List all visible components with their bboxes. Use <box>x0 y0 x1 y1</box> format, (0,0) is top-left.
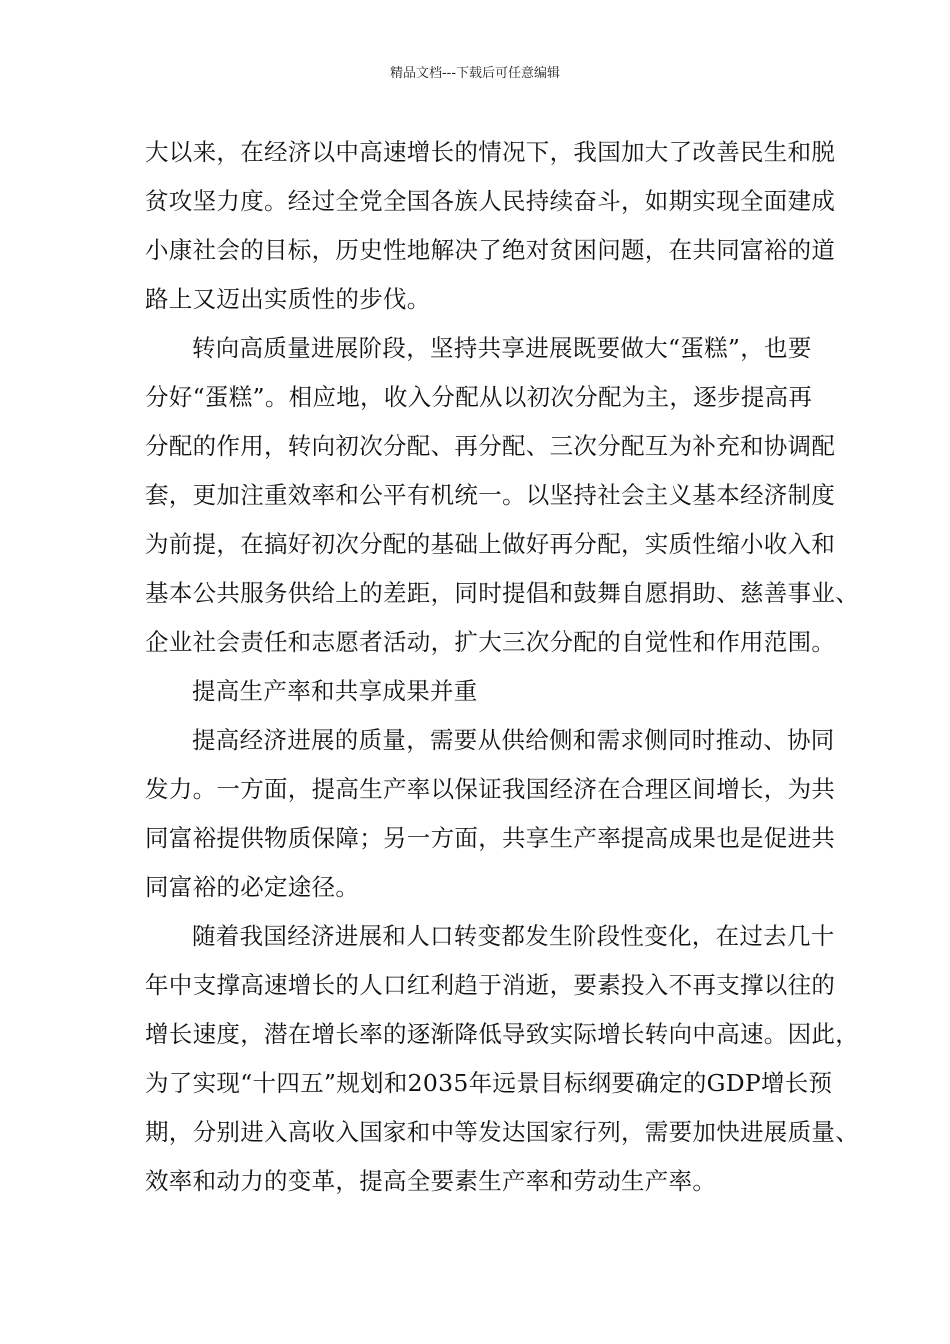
paragraph-first-line: 转向高质量进展阶段，坚持共享进展既要做大“蛋糕”，也要 <box>192 334 812 362</box>
text-line: 发力。一方面，提高生产率以保证我国经济在合理区间增长，为共 <box>145 775 836 803</box>
text-line: 年中支撑高速增长的人口红利趋于消逝，要素投入不再支撑以往的 <box>145 971 836 999</box>
text-line: 大以来，在经济以中高速增长的情况下，我国加大了改善民生和脱 <box>145 138 836 166</box>
paragraph-first-line: 提高经济进展的质量，需要从供给侧和需求侧同时推动、协同 <box>192 726 835 754</box>
text-line: 为前提，在搞好初次分配的基础上做好再分配，实质性缩小收入和 <box>145 530 836 558</box>
text-line: 路上又迈出实质性的步伐。 <box>145 285 431 313</box>
text-line: 贫攻坚力度。经过全党全国各族人民持续奋斗，如期实现全面建成 <box>145 187 836 215</box>
text-line: 分好“蛋糕”。相应地，收入分配从以初次分配为主，逐步提高再 <box>145 383 813 411</box>
text-line: 效率和动力的变革，提高全要素生产率和劳动生产率。 <box>145 1167 717 1195</box>
paragraph-first-line: 随着我国经济进展和人口转变都发生阶段性变化，在过去几十 <box>192 922 835 950</box>
text-line: 为了实现“十四五”规划和2035年远景目标纲要确定的GDP增长预 <box>145 1069 833 1097</box>
text-line: 基本公共服务供给上的差距，同时提倡和鼓舞自愿捐助、慈善事业、 <box>145 579 859 607</box>
page-header: 精品文档---下载后可任意编辑 <box>389 66 561 81</box>
text-line: 套，更加注重效率和公平有机统一。以坚持社会主义基本经济制度 <box>145 481 836 509</box>
text-line: 同富裕的必定途径。 <box>145 873 360 901</box>
text-line: 期，分别进入高收入国家和中等发达国家行列，需要加快进展质量、 <box>145 1118 859 1146</box>
text-line: 增长速度，潜在增长率的逐渐降低导致实际增长转向中高速。因此， <box>145 1020 859 1048</box>
text-line: 小康社会的目标，历史性地解决了绝对贫困问题，在共同富裕的道 <box>145 236 836 264</box>
text-line: 同富裕提供物质保障；另一方面，共享生产率提高成果也是促进共 <box>145 824 836 852</box>
text-line: 企业社会责任和志愿者活动，扩大三次分配的自觉性和作用范围。 <box>145 628 836 656</box>
section-heading: 提高生产率和共享成果并重 <box>192 677 478 705</box>
text-line: 分配的作用，转向初次分配、再分配、三次分配互为补充和协调配 <box>145 432 836 460</box>
document-body <box>145 128 859 1206</box>
